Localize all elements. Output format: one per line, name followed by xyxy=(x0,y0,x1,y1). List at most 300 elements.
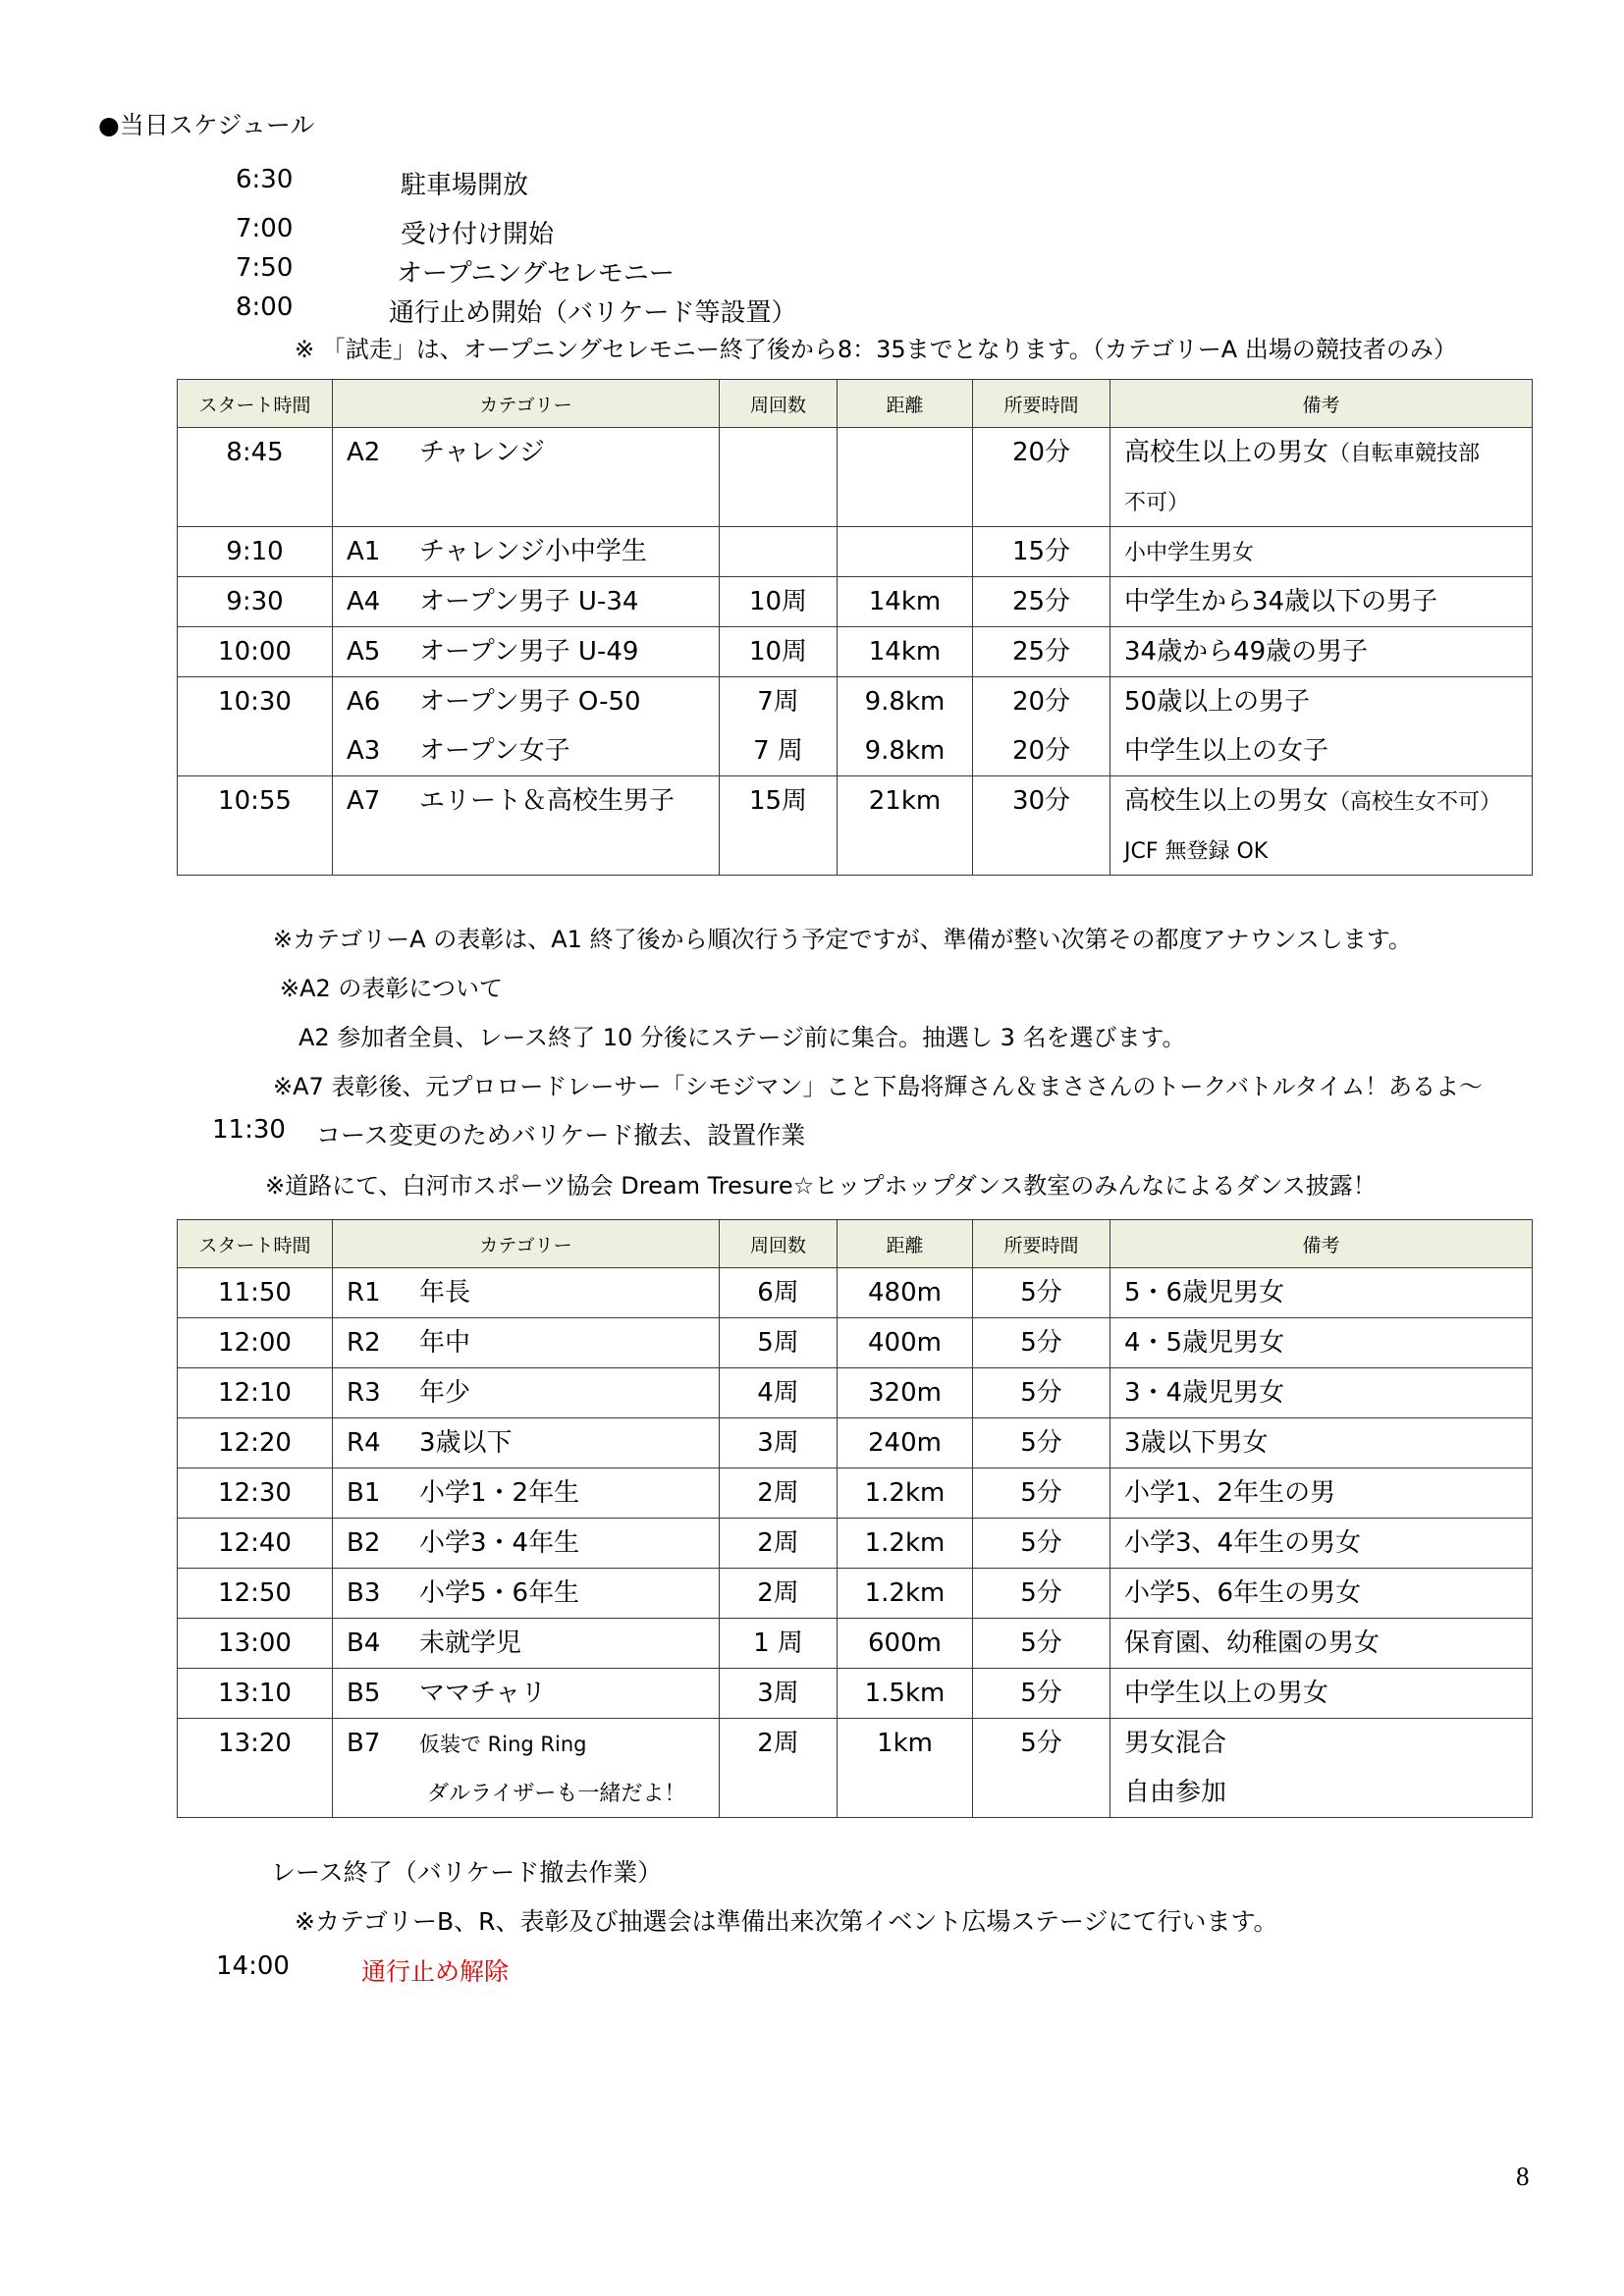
distance-cell xyxy=(838,428,973,527)
start-time: 10:00 xyxy=(218,637,292,667)
distance-value: 320m xyxy=(868,1378,942,1408)
table-row xyxy=(178,577,1533,627)
duration-value: 20分 xyxy=(1011,687,1071,717)
distance-cell xyxy=(838,1569,973,1619)
laps-cell xyxy=(720,1368,838,1418)
notes-line xyxy=(1124,1669,1532,1718)
notes-value: 小学3、4年生の男女 xyxy=(1124,1528,1362,1558)
distance-value xyxy=(838,527,972,576)
category-name: 3歳以下 xyxy=(419,1428,513,1458)
duration-value: 25分 xyxy=(1011,637,1071,667)
a2-award-detail: A2 参加者全員、レース終了 10 分後にステージ前に集合。抽選し 3 名を選びます。 xyxy=(298,1024,1186,1051)
category-line xyxy=(347,428,719,477)
duration-value: 5分 xyxy=(1020,1478,1062,1508)
duration-cell xyxy=(973,1468,1110,1519)
duration-value: 20分 xyxy=(1011,438,1071,467)
header-laps: 周回数 xyxy=(720,1220,838,1268)
start-time: 12:00 xyxy=(218,1328,292,1358)
category-code: A4 xyxy=(347,587,381,616)
timeline-event-1: 駐車場開放 xyxy=(401,171,529,200)
distance-cell xyxy=(838,1268,973,1318)
notes-line xyxy=(1124,428,1532,477)
duration-value: 5分 xyxy=(1020,1278,1062,1308)
notes-line xyxy=(1124,677,1532,726)
distance-value: 1.2km xyxy=(864,1528,946,1558)
start-time: 13:20 xyxy=(218,1729,292,1758)
notes-value: 自由参加 xyxy=(1124,1778,1227,1807)
notes-line xyxy=(1124,1418,1532,1468)
laps-cell xyxy=(720,677,838,776)
distance-cell xyxy=(838,627,973,677)
table-row xyxy=(178,677,1533,776)
start-time-cell xyxy=(178,627,333,677)
laps-cell xyxy=(720,527,838,577)
category-code: B7 xyxy=(347,1729,381,1758)
distance-cell xyxy=(838,1318,973,1368)
notes-line xyxy=(1124,627,1532,676)
table-row xyxy=(178,776,1533,876)
start-time: 12:10 xyxy=(218,1378,292,1408)
table-row xyxy=(178,1318,1533,1368)
distance-cell xyxy=(838,1468,973,1519)
notes-line xyxy=(1124,1719,1532,1768)
notes-line xyxy=(1124,726,1532,775)
notes-cell xyxy=(1110,1318,1533,1368)
duration-value: 30分 xyxy=(1011,786,1071,816)
category-cell xyxy=(333,1318,720,1368)
a2-award-heading: ※A2 の表彰について xyxy=(280,975,503,1002)
category-code: A7 xyxy=(347,786,381,816)
category-line xyxy=(347,1368,719,1417)
table-row xyxy=(178,1268,1533,1318)
laps-cell xyxy=(720,627,838,677)
category-cell xyxy=(333,527,720,577)
notes-value: 5・6歳児男女 xyxy=(1124,1278,1285,1308)
duration-value: 25分 xyxy=(1011,587,1071,616)
notes-cell xyxy=(1110,1468,1533,1519)
notes-small: JCF 無登録 OK xyxy=(1124,839,1269,864)
category-cell xyxy=(333,1569,720,1619)
notes-line xyxy=(1124,826,1532,875)
timeline-event-3: オープニングセレモニー xyxy=(397,259,675,289)
notes-cell xyxy=(1110,428,1533,527)
category-line xyxy=(347,1468,719,1518)
category-line xyxy=(347,1519,719,1568)
category-code: A2 xyxy=(347,438,381,467)
notes-line xyxy=(1124,577,1532,626)
start-time-cell xyxy=(178,527,333,577)
category-line xyxy=(347,1268,719,1317)
category-code: R3 xyxy=(347,1378,381,1408)
laps-value: 5周 xyxy=(757,1328,799,1358)
distance-cell xyxy=(838,776,973,876)
table-row xyxy=(178,1719,1533,1818)
notes-value: 4・5歳児男女 xyxy=(1124,1328,1285,1358)
distance-value: 1.2km xyxy=(864,1578,946,1608)
category-name: 未就学児 xyxy=(419,1629,522,1658)
notes-line xyxy=(1124,1368,1532,1417)
start-time: 12:50 xyxy=(218,1578,292,1608)
header-laps: 周回数 xyxy=(720,380,838,428)
distance-value xyxy=(838,477,972,526)
start-time-cell xyxy=(178,1619,333,1669)
category-line xyxy=(347,1569,719,1618)
timeline-time-3: 7:50 xyxy=(236,253,294,283)
notes-small: 小中学生男女 xyxy=(1124,541,1255,565)
laps-value xyxy=(720,527,837,576)
category-name: チャレンジ xyxy=(419,438,545,467)
laps-value: 15周 xyxy=(748,786,808,816)
laps-cell xyxy=(720,428,838,527)
final-event-text: 通行止め解除 xyxy=(361,1957,510,1986)
duration-cell xyxy=(973,1268,1110,1318)
distance-cell xyxy=(838,1368,973,1418)
laps-cell xyxy=(720,1468,838,1519)
notes-value: 3歳以下男女 xyxy=(1124,1428,1269,1458)
mid-event-text: コース変更のためバリケード撤去、設置作業 xyxy=(316,1121,806,1149)
notes-cell xyxy=(1110,1268,1533,1318)
race-end-note: レース終了（バリケード撤去作業） xyxy=(271,1858,663,1887)
start-time-cell xyxy=(178,677,333,776)
header-distance: 距離 xyxy=(838,1220,973,1268)
distance-value: 1km xyxy=(877,1729,933,1758)
category-name: ダルライザーも一緒だよ！ xyxy=(427,1782,686,1806)
start-time: 10:30 xyxy=(218,687,292,717)
table-a-header-row xyxy=(178,380,1533,428)
start-time-cell xyxy=(178,1719,333,1818)
distance-cell xyxy=(838,1418,973,1468)
laps-cell xyxy=(720,1619,838,1669)
category-name: チャレンジ小中学生 xyxy=(419,537,647,566)
notes-small: （自転車競技部 xyxy=(1328,442,1481,466)
table-row xyxy=(178,1669,1533,1719)
start-time: 12:20 xyxy=(218,1428,292,1458)
page-number: 8 xyxy=(1516,2162,1530,2191)
category-cell xyxy=(333,1719,720,1818)
category-cell xyxy=(333,1268,720,1318)
header-category: カテゴリー xyxy=(333,1220,720,1268)
category-code: A5 xyxy=(347,637,381,667)
category-line xyxy=(347,826,719,875)
notes-line xyxy=(1124,1569,1532,1618)
distance-value: 14km xyxy=(868,587,942,616)
header-notes: 備考 xyxy=(1110,1220,1533,1268)
timeline-time-1: 6:30 xyxy=(236,165,294,194)
category-line xyxy=(347,527,719,576)
category-name: 小学1・2年生 xyxy=(419,1478,580,1508)
trial-note: ※ 「試走」は、オープニングセレモニー終了後から8：35までとなります。（カテゴリーA 出場の競技者のみ） xyxy=(295,336,1457,363)
notes-value: 中学生以上の女子 xyxy=(1124,736,1329,766)
duration-value xyxy=(973,477,1110,526)
notes-value: 中学生以上の男女 xyxy=(1124,1679,1329,1708)
timeline-event-2: 受け付け開始 xyxy=(401,220,555,249)
category-name: 小学3・4年生 xyxy=(419,1528,580,1558)
notes-cell xyxy=(1110,1619,1533,1669)
table-row xyxy=(178,1569,1533,1619)
duration-value: 15分 xyxy=(1011,537,1071,566)
duration-value: 5分 xyxy=(1020,1378,1062,1408)
laps-cell xyxy=(720,776,838,876)
category-line xyxy=(347,1418,719,1468)
timeline-event-4: 通行止め開始（バリケード等設置） xyxy=(389,298,797,328)
duration-cell xyxy=(973,627,1110,677)
distance-cell xyxy=(838,1519,973,1569)
start-time-cell xyxy=(178,1669,333,1719)
laps-cell xyxy=(720,577,838,627)
notes-line xyxy=(1124,1268,1532,1317)
duration-value xyxy=(973,826,1110,875)
distance-cell xyxy=(838,1669,973,1719)
notes-value: 50歳以上の男子 xyxy=(1124,687,1311,717)
laps-value: 3周 xyxy=(757,1679,799,1708)
distance-value: 14km xyxy=(868,637,942,667)
category-cell xyxy=(333,677,720,776)
laps-value xyxy=(720,826,837,875)
category-cell xyxy=(333,776,720,876)
laps-value: 2周 xyxy=(757,1578,799,1608)
notes-value: 3・4歳児男女 xyxy=(1124,1378,1285,1408)
category-line xyxy=(347,677,719,726)
notes-cell xyxy=(1110,1669,1533,1719)
category-line xyxy=(347,1318,719,1367)
notes-cell xyxy=(1110,577,1533,627)
header-duration: 所要時間 xyxy=(973,380,1110,428)
duration-value: 5分 xyxy=(1020,1679,1062,1708)
start-time-cell xyxy=(178,428,333,527)
category-cell xyxy=(333,577,720,627)
category-code: B2 xyxy=(347,1528,381,1558)
table-row xyxy=(178,527,1533,577)
duration-cell xyxy=(973,1719,1110,1818)
notes-value: 男女混合 xyxy=(1124,1729,1227,1758)
notes-cell xyxy=(1110,527,1533,577)
laps-cell xyxy=(720,1418,838,1468)
distance-cell xyxy=(838,527,973,577)
laps-value: 3周 xyxy=(757,1428,799,1458)
laps-value: 10周 xyxy=(748,637,808,667)
laps-cell xyxy=(720,1519,838,1569)
laps-value: 7周 xyxy=(757,687,799,717)
table-row xyxy=(178,1519,1533,1569)
category-name: 小学5・6年生 xyxy=(419,1578,580,1608)
notes-line xyxy=(1124,1619,1532,1668)
start-time-cell xyxy=(178,776,333,876)
notes-value: 小学5、6年生の男女 xyxy=(1124,1578,1362,1608)
notes-line xyxy=(1124,1768,1532,1817)
start-time: 13:00 xyxy=(218,1629,292,1658)
start-time: 11:50 xyxy=(218,1278,292,1308)
notes-small: 不可） xyxy=(1124,491,1190,515)
category-cell xyxy=(333,1368,720,1418)
duration-value: 5分 xyxy=(1020,1328,1062,1358)
notes-cell xyxy=(1110,1569,1533,1619)
category-code: B3 xyxy=(347,1578,381,1608)
category-name: オープン男子 O-50 xyxy=(419,687,641,717)
table-row xyxy=(178,627,1533,677)
mid-event-time: 11:30 xyxy=(212,1115,286,1145)
start-time-cell xyxy=(178,1569,333,1619)
distance-value: 21km xyxy=(868,786,942,816)
duration-value: 5分 xyxy=(1020,1729,1062,1758)
category-code: A6 xyxy=(347,687,381,717)
laps-value: 1 周 xyxy=(753,1629,803,1658)
laps-value: 2周 xyxy=(757,1528,799,1558)
category-name: ママチャリ xyxy=(419,1679,547,1708)
laps-cell xyxy=(720,1669,838,1719)
category-name: オープン男子 U-34 xyxy=(419,587,639,616)
start-time-cell xyxy=(178,1268,333,1318)
laps-value: 2周 xyxy=(757,1478,799,1508)
distance-value: 9.8km xyxy=(864,736,946,766)
duration-cell xyxy=(973,1418,1110,1468)
duration-cell xyxy=(973,677,1110,776)
laps-cell xyxy=(720,1719,838,1818)
distance-value xyxy=(838,428,972,477)
start-time: 12:30 xyxy=(218,1478,292,1508)
table-row xyxy=(178,428,1533,527)
table-row xyxy=(178,1619,1533,1669)
notes-line xyxy=(1124,1519,1532,1568)
start-time-cell xyxy=(178,577,333,627)
distance-cell xyxy=(838,1719,973,1818)
start-time: 13:10 xyxy=(218,1679,292,1708)
notes-value: 34歳から49歳の男子 xyxy=(1124,637,1369,667)
duration-value: 5分 xyxy=(1020,1578,1062,1608)
distance-value: 1.2km xyxy=(864,1478,946,1508)
duration-cell xyxy=(973,428,1110,527)
laps-value: 10周 xyxy=(748,587,808,616)
category-name: オープン男子 U-49 xyxy=(419,637,639,667)
duration-value: 5分 xyxy=(1020,1629,1062,1658)
laps-value: 7 周 xyxy=(753,736,803,766)
awards-note: ※カテゴリーB、R、表彰及び抽選会は準備出来次第イベント広場ステージにて行います。 xyxy=(295,1907,1278,1936)
duration-value xyxy=(973,1768,1110,1817)
duration-cell xyxy=(973,776,1110,876)
distance-cell xyxy=(838,577,973,627)
start-time-cell xyxy=(178,1519,333,1569)
duration-cell xyxy=(973,577,1110,627)
header-distance: 距離 xyxy=(838,380,973,428)
category-line xyxy=(347,1719,719,1768)
duration-value: 5分 xyxy=(1020,1528,1062,1558)
duration-cell xyxy=(973,527,1110,577)
distance-cell xyxy=(838,677,973,776)
notes-cell xyxy=(1110,1519,1533,1569)
dance-note: ※道路にて、白河市スポーツ協会 Dream Tresure☆ヒップホップダンス教室のみんなによるダンス披露！ xyxy=(265,1172,1377,1200)
notes-cell xyxy=(1110,627,1533,677)
table-b-header-row xyxy=(178,1220,1533,1268)
notes-cell xyxy=(1110,1719,1533,1818)
schedule-heading: ●当日スケジュール xyxy=(98,111,315,139)
notes-line xyxy=(1124,776,1532,826)
category-code: A1 xyxy=(347,537,381,566)
category-cell xyxy=(333,1418,720,1468)
category-code: R1 xyxy=(347,1278,381,1308)
category-name: 年中 xyxy=(419,1328,471,1358)
duration-cell xyxy=(973,1619,1110,1669)
laps-cell xyxy=(720,1569,838,1619)
notes-value: 高校生以上の男女 xyxy=(1124,438,1329,467)
notes-value: 高校生以上の男女 xyxy=(1124,786,1329,816)
timeline-time-2: 7:00 xyxy=(236,214,294,243)
category-code: A3 xyxy=(347,736,381,766)
distance-value: 1.5km xyxy=(864,1679,946,1708)
category-name: 年長 xyxy=(419,1278,471,1308)
distance-value: 400m xyxy=(868,1328,942,1358)
start-time-cell xyxy=(178,1418,333,1468)
category-line xyxy=(347,1768,719,1817)
duration-cell xyxy=(973,1318,1110,1368)
start-time-cell xyxy=(178,1318,333,1368)
notes-line xyxy=(1124,1318,1532,1367)
category-line xyxy=(347,1619,719,1668)
category-cell xyxy=(333,627,720,677)
start-time-cell xyxy=(178,1468,333,1519)
duration-cell xyxy=(973,1368,1110,1418)
notes-value: 中学生から34歳以下の男子 xyxy=(1124,587,1438,616)
distance-value: 600m xyxy=(868,1629,942,1658)
schedule-table-b xyxy=(177,1219,1533,1818)
laps-cell xyxy=(720,1268,838,1318)
timeline-time-4: 8:00 xyxy=(236,293,294,322)
start-time-cell xyxy=(178,1368,333,1418)
category-cell xyxy=(333,1669,720,1719)
notes-line xyxy=(1124,527,1532,576)
notes-cell xyxy=(1110,1368,1533,1418)
category-cell xyxy=(333,1468,720,1519)
notes-cell xyxy=(1110,776,1533,876)
category-cell xyxy=(333,1519,720,1569)
header-start-time: スタート時間 xyxy=(178,1220,333,1268)
header-notes: 備考 xyxy=(1110,380,1533,428)
category-cell xyxy=(333,428,720,527)
notes-value: 保育園、幼稚園の男女 xyxy=(1124,1629,1380,1658)
laps-value: 6周 xyxy=(757,1278,799,1308)
award-note-a: ※カテゴリーA の表彰は、A1 終了後から順次行う予定ですが、準備が整い次第その都度アナウンスします。 xyxy=(273,926,1412,953)
category-code: R4 xyxy=(347,1428,381,1458)
duration-value: 5分 xyxy=(1020,1428,1062,1458)
header-category: カテゴリー xyxy=(333,380,720,428)
table-row xyxy=(178,1418,1533,1468)
category-line xyxy=(347,627,719,676)
duration-cell xyxy=(973,1669,1110,1719)
category-name: エリート＆高校生男子 xyxy=(419,786,676,816)
table-row xyxy=(178,1468,1533,1519)
start-time: 12:40 xyxy=(218,1528,292,1558)
laps-cell xyxy=(720,1318,838,1368)
start-time: 10:55 xyxy=(218,786,292,816)
notes-value: 小学1、2年生の男 xyxy=(1124,1478,1336,1508)
distance-value xyxy=(838,826,972,875)
final-event-time: 14:00 xyxy=(216,1951,290,1981)
notes-line xyxy=(1124,1468,1532,1518)
laps-value: 2周 xyxy=(757,1729,799,1758)
distance-value: 9.8km xyxy=(864,687,946,717)
laps-value xyxy=(720,1768,837,1817)
notes-small: （高校生女不可） xyxy=(1328,790,1502,815)
category-name: オープン女子 xyxy=(419,736,570,766)
distance-value: 240m xyxy=(868,1428,942,1458)
category-code: B1 xyxy=(347,1478,381,1508)
laps-value: 4周 xyxy=(757,1378,799,1408)
notes-cell xyxy=(1110,1418,1533,1468)
category-name: 年少 xyxy=(419,1378,471,1408)
header-start-time: スタート時間 xyxy=(178,380,333,428)
start-time: 9:10 xyxy=(226,537,284,566)
category-name: 仮装で Ring Ring xyxy=(419,1733,587,1756)
distance-value xyxy=(838,1768,972,1817)
category-line xyxy=(347,1669,719,1718)
